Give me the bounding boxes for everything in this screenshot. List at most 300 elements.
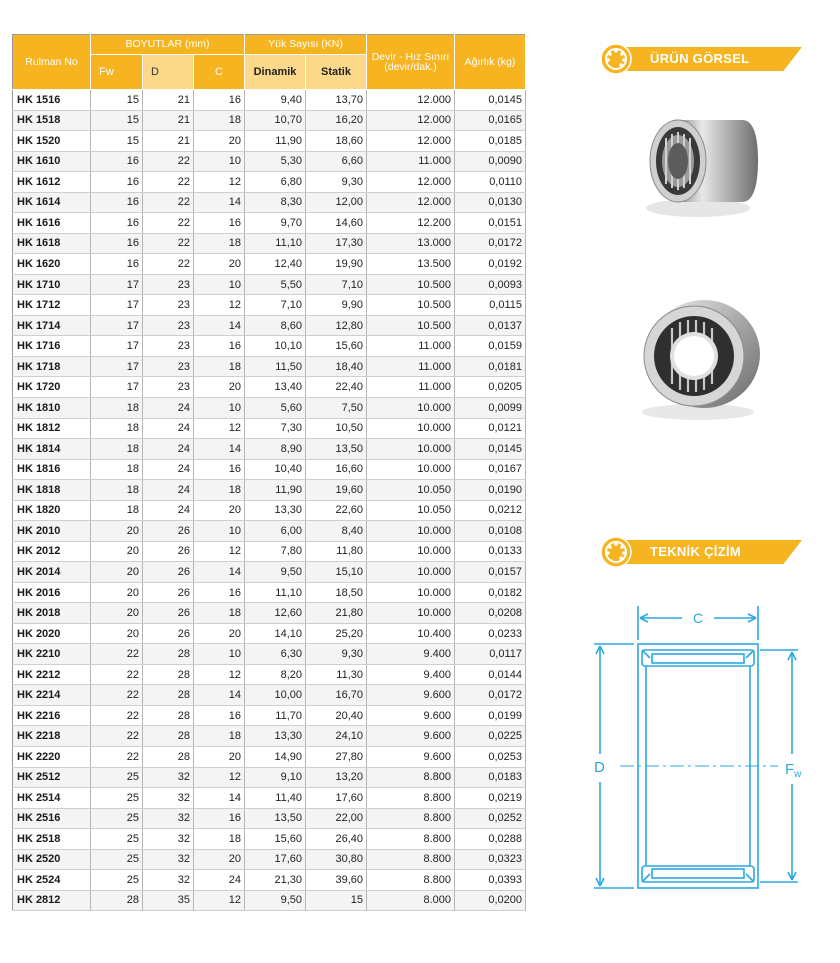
cell-rulman-no: HK 1810 <box>13 397 91 418</box>
cell-agirlik: 0,0137 <box>455 315 526 336</box>
cell-fw: 22 <box>91 747 143 768</box>
cell-devir: 10.050 <box>367 480 455 501</box>
cell-dinamik: 9,50 <box>245 890 306 911</box>
cell-d: 24 <box>143 439 194 460</box>
table-row <box>13 131 526 152</box>
cell-dinamik: 10,70 <box>245 110 306 131</box>
header-c: C <box>194 55 245 90</box>
cell-c: 12 <box>194 541 245 562</box>
cell-rulman-no: HK 2020 <box>13 623 91 644</box>
cell-d: 24 <box>143 418 194 439</box>
table-row <box>13 890 526 911</box>
cell-agirlik: 0,0110 <box>455 172 526 193</box>
cell-fw: 22 <box>91 726 143 747</box>
cell-c: 14 <box>194 685 245 706</box>
cell-fw: 15 <box>91 110 143 131</box>
cell-agirlik: 0,0185 <box>455 131 526 152</box>
cell-statik: 15 <box>306 890 367 911</box>
cell-devir: 8.800 <box>367 808 455 829</box>
cell-agirlik: 0,0205 <box>455 377 526 398</box>
cell-statik: 22,00 <box>306 808 367 829</box>
table-row <box>13 336 526 357</box>
header-d: D <box>143 55 194 90</box>
table-row <box>13 603 526 624</box>
cell-statik: 9,90 <box>306 295 367 316</box>
cell-d: 28 <box>143 685 194 706</box>
cell-d: 32 <box>143 849 194 870</box>
cell-statik: 12,80 <box>306 315 367 336</box>
cell-fw: 17 <box>91 377 143 398</box>
cell-rulman-no: HK 2524 <box>13 870 91 891</box>
cell-d: 22 <box>143 233 194 254</box>
cell-agirlik: 0,0172 <box>455 685 526 706</box>
table-row <box>13 254 526 275</box>
cell-c: 18 <box>194 726 245 747</box>
cell-rulman-no: HK 1712 <box>13 295 91 316</box>
table-row <box>13 356 526 377</box>
cell-agirlik: 0,0115 <box>455 295 526 316</box>
cell-statik: 19,60 <box>306 480 367 501</box>
cell-devir: 11.000 <box>367 151 455 172</box>
cell-agirlik: 0,0199 <box>455 705 526 726</box>
cell-devir: 9.600 <box>367 685 455 706</box>
cell-statik: 30,80 <box>306 849 367 870</box>
cell-agirlik: 0,0233 <box>455 623 526 644</box>
cell-devir: 9.400 <box>367 644 455 665</box>
cell-statik: 20,40 <box>306 705 367 726</box>
cell-dinamik: 13,30 <box>245 726 306 747</box>
cell-c: 16 <box>194 705 245 726</box>
cell-fw: 22 <box>91 644 143 665</box>
header-fw: Fw <box>91 55 143 90</box>
cell-agirlik: 0,0252 <box>455 808 526 829</box>
cell-d: 24 <box>143 459 194 480</box>
cell-c: 20 <box>194 500 245 521</box>
cell-dinamik: 11,90 <box>245 131 306 152</box>
cell-c: 12 <box>194 890 245 911</box>
cell-dinamik: 7,10 <box>245 295 306 316</box>
cell-agirlik: 0,0157 <box>455 562 526 583</box>
cell-d: 32 <box>143 788 194 809</box>
header-agirlik: Ağırlık (kg) <box>455 35 526 90</box>
cell-agirlik: 0,0212 <box>455 500 526 521</box>
technical-drawing-title: TEKNİK ÇİZİM <box>650 544 741 559</box>
cell-statik: 22,60 <box>306 500 367 521</box>
cell-d: 32 <box>143 808 194 829</box>
cell-rulman-no: HK 1714 <box>13 315 91 336</box>
cell-devir: 10.000 <box>367 397 455 418</box>
cell-agirlik: 0,0393 <box>455 870 526 891</box>
table-row <box>13 459 526 480</box>
cell-dinamik: 14,10 <box>245 623 306 644</box>
header-statik: Statik <box>306 55 367 90</box>
cell-rulman-no: HK 2216 <box>13 705 91 726</box>
cell-statik: 22,40 <box>306 377 367 398</box>
cell-devir: 13.500 <box>367 254 455 275</box>
cell-devir: 13.000 <box>367 233 455 254</box>
cell-agirlik: 0,0159 <box>455 336 526 357</box>
header-yuk-sayisi: Yük Sayısı (KN) <box>245 35 367 55</box>
cell-dinamik: 7,80 <box>245 541 306 562</box>
cell-dinamik: 9,40 <box>245 90 306 111</box>
header-rulman-no: Rulman No <box>13 35 91 90</box>
table-row <box>13 397 526 418</box>
bearing-spec-table <box>12 34 526 911</box>
cell-dinamik: 5,30 <box>245 151 306 172</box>
cell-rulman-no: HK 1812 <box>13 418 91 439</box>
cell-c: 10 <box>194 274 245 295</box>
cell-c: 16 <box>194 459 245 480</box>
cell-rulman-no: HK 1614 <box>13 192 91 213</box>
cell-fw: 25 <box>91 829 143 850</box>
table-row <box>13 705 526 726</box>
cell-fw: 20 <box>91 521 143 542</box>
cell-d: 23 <box>143 315 194 336</box>
cell-agirlik: 0,0145 <box>455 90 526 111</box>
cell-fw: 20 <box>91 582 143 603</box>
table-row <box>13 315 526 336</box>
cell-rulman-no: HK 1610 <box>13 151 91 172</box>
cell-rulman-no: HK 2012 <box>13 541 91 562</box>
cell-fw: 17 <box>91 295 143 316</box>
cell-fw: 17 <box>91 274 143 295</box>
cell-d: 23 <box>143 274 194 295</box>
cell-devir: 9.600 <box>367 747 455 768</box>
cell-rulman-no: HK 2218 <box>13 726 91 747</box>
cell-statik: 24,10 <box>306 726 367 747</box>
cell-devir: 10.000 <box>367 603 455 624</box>
cell-c: 20 <box>194 254 245 275</box>
cell-d: 23 <box>143 356 194 377</box>
cell-statik: 26,40 <box>306 829 367 850</box>
cell-c: 18 <box>194 480 245 501</box>
cell-fw: 20 <box>91 541 143 562</box>
cell-d: 22 <box>143 254 194 275</box>
cell-dinamik: 13,30 <box>245 500 306 521</box>
cell-agirlik: 0,0200 <box>455 890 526 911</box>
cell-devir: 10.000 <box>367 418 455 439</box>
cell-statik: 7,10 <box>306 274 367 295</box>
cell-d: 23 <box>143 377 194 398</box>
cell-fw: 28 <box>91 890 143 911</box>
table-row <box>13 480 526 501</box>
cell-c: 18 <box>194 356 245 377</box>
cell-devir: 8.000 <box>367 890 455 911</box>
cell-rulman-no: HK 1612 <box>13 172 91 193</box>
cell-devir: 8.800 <box>367 788 455 809</box>
cell-agirlik: 0,0093 <box>455 274 526 295</box>
cell-agirlik: 0,0182 <box>455 582 526 603</box>
cell-d: 26 <box>143 603 194 624</box>
cell-rulman-no: HK 2516 <box>13 808 91 829</box>
cell-agirlik: 0,0225 <box>455 726 526 747</box>
table-row <box>13 110 526 131</box>
cell-statik: 21,80 <box>306 603 367 624</box>
table-row <box>13 500 526 521</box>
technical-drawing-banner <box>600 536 802 568</box>
cell-c: 12 <box>194 418 245 439</box>
header-boyutlar: BOYUTLAR (mm) <box>91 35 245 55</box>
cell-c: 16 <box>194 808 245 829</box>
cell-dinamik: 6,80 <box>245 172 306 193</box>
cell-dinamik: 9,10 <box>245 767 306 788</box>
cell-fw: 20 <box>91 562 143 583</box>
cell-statik: 8,40 <box>306 521 367 542</box>
cell-statik: 15,60 <box>306 336 367 357</box>
cell-rulman-no: HK 2520 <box>13 849 91 870</box>
table-body <box>13 90 526 911</box>
table-row <box>13 849 526 870</box>
cell-d: 28 <box>143 705 194 726</box>
cell-d: 22 <box>143 172 194 193</box>
dimension-fw-subscript: w <box>794 769 802 780</box>
cell-rulman-no: HK 2010 <box>13 521 91 542</box>
table-row <box>13 829 526 850</box>
dimension-fw-main: F <box>785 761 795 778</box>
cell-rulman-no: HK 2016 <box>13 582 91 603</box>
cell-statik: 18,50 <box>306 582 367 603</box>
cell-agirlik: 0,0121 <box>455 418 526 439</box>
cell-agirlik: 0,0323 <box>455 849 526 870</box>
cell-statik: 13,50 <box>306 439 367 460</box>
cell-statik: 9,30 <box>306 172 367 193</box>
cell-agirlik: 0,0145 <box>455 439 526 460</box>
cell-fw: 20 <box>91 623 143 644</box>
cell-fw: 15 <box>91 131 143 152</box>
cell-devir: 9.600 <box>367 726 455 747</box>
cell-rulman-no: HK 1816 <box>13 459 91 480</box>
header-devir: Devir - Hız Sınırı (devir/dak.) <box>367 35 455 90</box>
table-row <box>13 644 526 665</box>
cell-fw: 25 <box>91 870 143 891</box>
cell-rulman-no: HK 2210 <box>13 644 91 665</box>
cell-statik: 16,60 <box>306 459 367 480</box>
cell-fw: 16 <box>91 254 143 275</box>
cell-rulman-no: HK 1716 <box>13 336 91 357</box>
cell-fw: 18 <box>91 397 143 418</box>
cell-devir: 8.800 <box>367 829 455 850</box>
table-row <box>13 623 526 644</box>
cell-dinamik: 11,40 <box>245 788 306 809</box>
table-row <box>13 788 526 809</box>
cell-d: 24 <box>143 480 194 501</box>
cell-d: 26 <box>143 521 194 542</box>
cell-statik: 25,20 <box>306 623 367 644</box>
cell-fw: 22 <box>91 705 143 726</box>
cell-d: 21 <box>143 90 194 111</box>
cell-d: 35 <box>143 890 194 911</box>
cell-fw: 25 <box>91 808 143 829</box>
cell-dinamik: 9,50 <box>245 562 306 583</box>
cell-d: 24 <box>143 397 194 418</box>
table-row <box>13 151 526 172</box>
cell-d: 22 <box>143 192 194 213</box>
cell-agirlik: 0,0130 <box>455 192 526 213</box>
cell-devir: 9.400 <box>367 664 455 685</box>
cell-fw: 16 <box>91 192 143 213</box>
cell-dinamik: 7,30 <box>245 418 306 439</box>
cell-agirlik: 0,0208 <box>455 603 526 624</box>
cell-d: 26 <box>143 582 194 603</box>
cell-c: 14 <box>194 192 245 213</box>
cell-c: 20 <box>194 849 245 870</box>
cell-statik: 6,60 <box>306 151 367 172</box>
cell-c: 16 <box>194 90 245 111</box>
cell-c: 14 <box>194 788 245 809</box>
cell-c: 14 <box>194 562 245 583</box>
cell-statik: 12,00 <box>306 192 367 213</box>
cell-devir: 10.050 <box>367 500 455 521</box>
cell-rulman-no: HK 2812 <box>13 890 91 911</box>
cell-devir: 12.200 <box>367 213 455 234</box>
cell-fw: 18 <box>91 439 143 460</box>
cell-fw: 20 <box>91 603 143 624</box>
cell-d: 24 <box>143 500 194 521</box>
cell-c: 10 <box>194 151 245 172</box>
cell-devir: 10.000 <box>367 439 455 460</box>
cell-dinamik: 14,90 <box>245 747 306 768</box>
cell-statik: 9,30 <box>306 644 367 665</box>
cell-c: 14 <box>194 315 245 336</box>
cell-agirlik: 0,0253 <box>455 747 526 768</box>
cell-devir: 10.000 <box>367 541 455 562</box>
cell-statik: 13,70 <box>306 90 367 111</box>
cell-devir: 10.000 <box>367 562 455 583</box>
product-image-title: ÜRÜN GÖRSEL <box>650 51 750 66</box>
cell-dinamik: 11,90 <box>245 480 306 501</box>
cell-agirlik: 0,0133 <box>455 541 526 562</box>
cell-d: 28 <box>143 664 194 685</box>
cell-agirlik: 0,0192 <box>455 254 526 275</box>
cell-devir: 9.600 <box>367 705 455 726</box>
cell-dinamik: 10,00 <box>245 685 306 706</box>
cell-rulman-no: HK 1616 <box>13 213 91 234</box>
cell-devir: 12.000 <box>367 131 455 152</box>
cell-statik: 11,30 <box>306 664 367 685</box>
cell-agirlik: 0,0190 <box>455 480 526 501</box>
cell-rulman-no: HK 1710 <box>13 274 91 295</box>
cell-devir: 12.000 <box>367 172 455 193</box>
cell-dinamik: 8,90 <box>245 439 306 460</box>
cell-c: 20 <box>194 377 245 398</box>
cell-agirlik: 0,0288 <box>455 829 526 850</box>
cell-c: 12 <box>194 664 245 685</box>
table-row <box>13 90 526 111</box>
cell-dinamik: 5,60 <box>245 397 306 418</box>
cell-fw: 16 <box>91 151 143 172</box>
cell-c: 16 <box>194 582 245 603</box>
cell-fw: 15 <box>91 90 143 111</box>
cell-dinamik: 11,10 <box>245 233 306 254</box>
cell-d: 26 <box>143 562 194 583</box>
cell-devir: 10.000 <box>367 459 455 480</box>
header-dinamik: Dinamik <box>245 55 306 90</box>
table-row <box>13 295 526 316</box>
cell-dinamik: 8,20 <box>245 664 306 685</box>
cell-c: 12 <box>194 295 245 316</box>
table-row <box>13 213 526 234</box>
cell-fw: 16 <box>91 233 143 254</box>
cell-c: 18 <box>194 233 245 254</box>
table-row <box>13 418 526 439</box>
cell-d: 21 <box>143 110 194 131</box>
cell-devir: 11.000 <box>367 377 455 398</box>
cell-devir: 11.000 <box>367 336 455 357</box>
cell-statik: 27,80 <box>306 747 367 768</box>
cell-fw: 16 <box>91 213 143 234</box>
cell-fw: 25 <box>91 767 143 788</box>
cell-rulman-no: HK 1520 <box>13 131 91 152</box>
table-row <box>13 747 526 768</box>
cell-agirlik: 0,0181 <box>455 356 526 377</box>
cell-agirlik: 0,0117 <box>455 644 526 665</box>
cell-rulman-no: HK 1820 <box>13 500 91 521</box>
cell-devir: 12.000 <box>367 192 455 213</box>
cell-c: 24 <box>194 870 245 891</box>
cell-devir: 12.000 <box>367 90 455 111</box>
cell-rulman-no: HK 1518 <box>13 110 91 131</box>
cell-devir: 10.000 <box>367 582 455 603</box>
cell-fw: 18 <box>91 500 143 521</box>
cell-d: 21 <box>143 131 194 152</box>
table-row <box>13 172 526 193</box>
cell-c: 10 <box>194 644 245 665</box>
dimension-c-label: C <box>693 610 704 626</box>
cell-d: 32 <box>143 870 194 891</box>
cell-statik: 7,50 <box>306 397 367 418</box>
cell-devir: 11.000 <box>367 356 455 377</box>
cell-fw: 18 <box>91 418 143 439</box>
table-row <box>13 870 526 891</box>
cell-statik: 17,60 <box>306 788 367 809</box>
cell-c: 20 <box>194 747 245 768</box>
cell-rulman-no: HK 2018 <box>13 603 91 624</box>
cell-rulman-no: HK 2220 <box>13 747 91 768</box>
cell-dinamik: 6,00 <box>245 521 306 542</box>
cell-d: 22 <box>143 151 194 172</box>
bearing-badge-icon <box>600 536 632 568</box>
table-row <box>13 192 526 213</box>
cell-statik: 10,50 <box>306 418 367 439</box>
cell-rulman-no: HK 1718 <box>13 356 91 377</box>
cell-statik: 15,10 <box>306 562 367 583</box>
cell-rulman-no: HK 1814 <box>13 439 91 460</box>
cell-fw: 17 <box>91 315 143 336</box>
cell-d: 23 <box>143 295 194 316</box>
cell-dinamik: 11,10 <box>245 582 306 603</box>
cell-rulman-no: HK 2214 <box>13 685 91 706</box>
cell-statik: 17,30 <box>306 233 367 254</box>
cell-agirlik: 0,0108 <box>455 521 526 542</box>
cell-dinamik: 11,70 <box>245 705 306 726</box>
cell-c: 12 <box>194 767 245 788</box>
cell-rulman-no: HK 2212 <box>13 664 91 685</box>
cell-statik: 19,90 <box>306 254 367 275</box>
table-row <box>13 808 526 829</box>
cell-c: 20 <box>194 623 245 644</box>
cell-agirlik: 0,0165 <box>455 110 526 131</box>
cell-dinamik: 11,50 <box>245 356 306 377</box>
cell-devir: 10.500 <box>367 274 455 295</box>
cell-fw: 22 <box>91 685 143 706</box>
cell-agirlik: 0,0090 <box>455 151 526 172</box>
cell-dinamik: 21,30 <box>245 870 306 891</box>
cell-rulman-no: HK 2512 <box>13 767 91 788</box>
cell-d: 28 <box>143 644 194 665</box>
cell-devir: 10.000 <box>367 521 455 542</box>
cell-dinamik: 15,60 <box>245 829 306 850</box>
cell-d: 32 <box>143 829 194 850</box>
